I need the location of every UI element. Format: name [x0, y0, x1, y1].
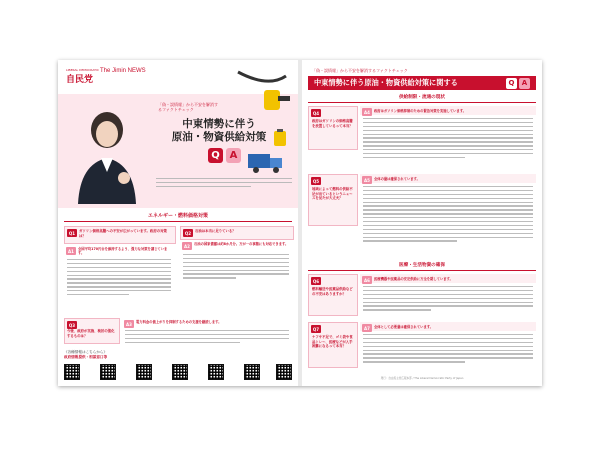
news-title: The Jimin NEWS	[100, 68, 146, 74]
question-6-text: 燃料輸送や医薬品供給などの不安はありますか？	[312, 287, 353, 296]
q1-badge: Q1	[68, 230, 76, 236]
links-area	[64, 350, 294, 386]
a4-badge: A4	[362, 108, 372, 116]
hero-panel	[58, 94, 298, 208]
right-title-bar	[308, 76, 536, 90]
answer-3	[122, 318, 292, 346]
a5-badge: A5	[362, 176, 372, 184]
q5-badge: Q5	[312, 178, 320, 184]
answer-1	[64, 245, 174, 314]
answer-6-body	[363, 286, 533, 313]
brand-sub: LIBERAL DEMOCRATIC	[66, 68, 99, 72]
question-6	[308, 274, 358, 316]
hero-title-line-1: 中東情勢に伴う	[182, 118, 256, 130]
politician-photo	[66, 100, 148, 204]
question-3	[64, 318, 120, 344]
fuel-nozzle-icon	[228, 68, 298, 128]
question-2-text: 石油は本当に足りている？	[195, 229, 236, 233]
answer-4-heading: 政府はガソリン価格抑制のための緊急対策を実施しています。	[374, 109, 467, 113]
a7-badge: A7	[362, 324, 372, 332]
delivery-truck-icon	[246, 146, 286, 176]
q2-badge: Q2	[184, 230, 192, 236]
answer-1-heading: 全国平均170円台を維持するよう、強力な対策を講じています。	[78, 247, 168, 256]
qr-code-1[interactable]	[64, 364, 80, 380]
q7-badge: Q7	[312, 326, 320, 332]
battery-icon	[270, 128, 290, 148]
qa-card-2	[180, 226, 292, 314]
right-page	[302, 60, 542, 386]
qr-code-5[interactable]	[208, 364, 224, 380]
a3-badge: A3	[124, 320, 134, 328]
answer-6-heading: 医療機器や医薬品の安定供給に万全を期しています。	[374, 277, 453, 281]
links-subheading: 政府情報提供・相談窓口等	[64, 355, 108, 359]
answer-5	[360, 174, 536, 258]
right-title: 中東情勢に伴う原油・物資供給対策に関する	[314, 78, 458, 87]
qr-code-4[interactable]	[172, 364, 188, 380]
qr-code-7[interactable]	[276, 364, 292, 380]
q6-badge: Q6	[312, 278, 320, 284]
question-1-text: ガソリン価格高騰への不安が広がっています。政府の対策は？	[79, 229, 167, 238]
qr-code-2[interactable]	[100, 364, 116, 380]
left-page	[58, 60, 299, 386]
hero-lead: 「偽・誤情報」から不安を解消するファクトチェック	[158, 102, 218, 112]
question-1	[64, 226, 176, 244]
answer-3-heading: 電力料金の値上がりを抑制するための支援を継続します。	[136, 320, 222, 324]
section-supply-header	[308, 94, 536, 103]
qa-card-3	[64, 318, 292, 346]
q4-badge: Q4	[312, 110, 320, 116]
hero-body-text	[156, 178, 292, 189]
right-qa-badges	[506, 78, 530, 89]
a-badge: A	[226, 148, 241, 163]
question-7-text: ナフサ不足で、ゴミ袋や食品トレー、医療などが入手困難になるって本当？	[312, 335, 353, 349]
section-energy-header	[64, 212, 292, 222]
answer-4	[360, 106, 536, 170]
answer-7-body	[363, 334, 533, 365]
brochure-spread	[58, 60, 542, 386]
answer-2-heading: 石油の国家備蓄は約8か月分。万が一の事態にも対応できます。	[194, 242, 289, 246]
answer-2	[180, 240, 292, 296]
qr-code-3[interactable]	[136, 364, 152, 380]
right-a-badge: A	[519, 78, 530, 89]
a1-badge: A1	[66, 247, 76, 255]
right-lead: 「偽・誤情報」から不安を解消するファクトチェック	[312, 68, 408, 73]
qr-code-6[interactable]	[244, 364, 260, 380]
section-medical-title: 医療・生活物資の確保	[399, 263, 445, 268]
links-heading: 《各種情報はこちらから》	[64, 350, 108, 354]
answer-6-head	[360, 274, 536, 283]
question-4-text: 政府はガソリンの価格高騰を放置しているって本当？	[312, 119, 353, 128]
answer-3-body	[125, 330, 289, 346]
answer-5-head	[360, 174, 536, 183]
answer-4-body	[363, 118, 533, 161]
answer-1-body	[67, 259, 171, 298]
question-3-text: 今後、政府が実施、検討の強化するものは？	[67, 329, 115, 338]
a6-badge: A6	[362, 276, 372, 284]
q-badge: Q	[208, 148, 223, 163]
section-medical-header	[308, 262, 536, 271]
answer-2-body	[183, 254, 289, 281]
answer-7-heading: 全体として必要量は確保されています。	[374, 325, 434, 329]
q3-badge: Q3	[68, 322, 76, 328]
right-q-badge: Q	[506, 78, 517, 89]
answer-7	[360, 322, 536, 372]
question-7	[308, 322, 358, 368]
answer-7-head	[360, 322, 536, 331]
question-5-text: 地域によって燃料の供給不足が出ているというニュースを見たが大丈夫？	[312, 187, 353, 201]
question-5	[308, 174, 358, 226]
answer-6	[360, 274, 536, 318]
section-supply-title: 供給制限・流通の現状	[399, 95, 445, 100]
hero-title-line-2: 原油・物資供給対策	[171, 131, 267, 143]
right-footer: 発行：自由民主党広報本部 / The Liberal Democratic Party of Japan	[380, 377, 464, 380]
question-4	[308, 106, 358, 150]
party-logo: 自民党	[66, 75, 94, 85]
qa-card-1	[64, 226, 174, 314]
section-energy-title: エネルギー・燃料価格対策	[147, 213, 208, 219]
a2-badge: A2	[182, 242, 192, 250]
question-2	[180, 226, 294, 240]
qa-badges	[208, 148, 241, 163]
answer-5-body	[363, 186, 533, 244]
answer-4-head	[360, 106, 536, 115]
answer-5-heading: 全体の量は確保されています。	[374, 177, 420, 181]
